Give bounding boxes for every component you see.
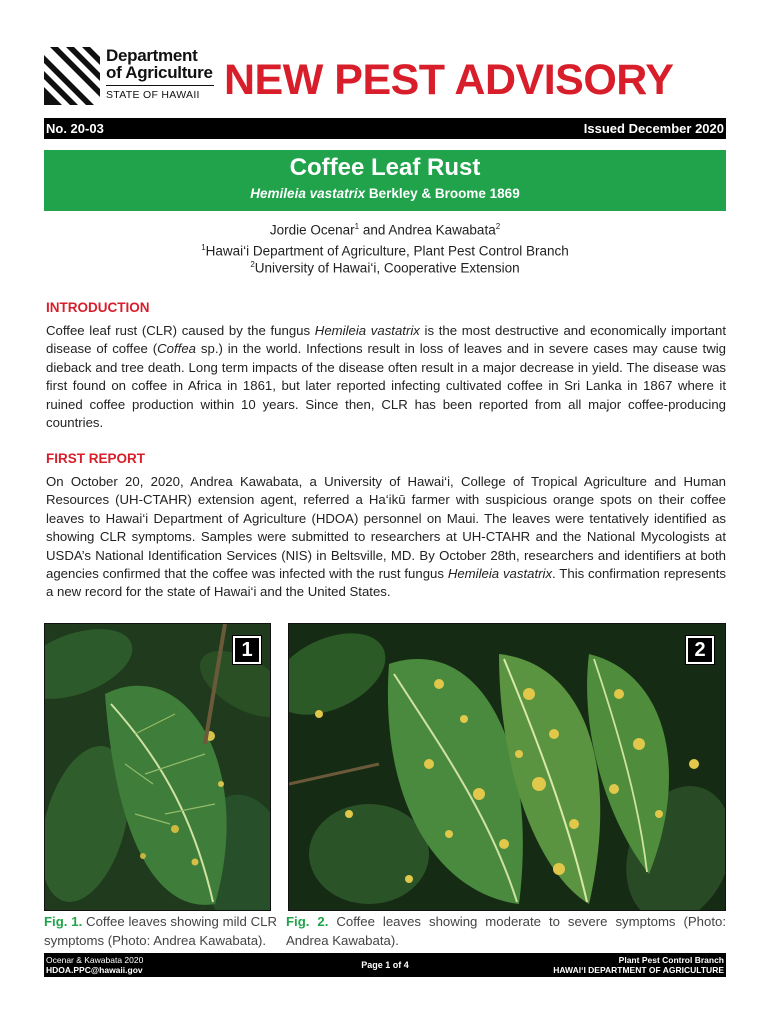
intro-text-3: sp.) in the world. Infections result in loss of leaves and in severe cases may cause twig dieback and tree death. Long term impacts of the disease often result in a major decrease in yield. The disease was first found on coffee in Africa in 1861, but later reported infecting cultivated coffee in Sri Lanka in 1867 where it ruined coffee production within 10 years. Since then, CLR has been reported from all major coffee-producing countries. [46,341,726,431]
first-report-paragraph [46,473,726,602]
logo-rule [106,85,214,86]
first-report-heading: FIRST REPORT [46,451,146,466]
author-2: and Andrea Kawabata [359,222,496,238]
footer-department: HAWAI‘I DEPARTMENT OF AGRICULTURE [553,965,724,975]
species-line [44,186,726,201]
issued-date: Issued December 2020 [583,121,724,136]
report-italic-1: Hemileia vastatrix [447,566,553,582]
affiliation-2 [0,260,770,276]
introduction-heading: INTRODUCTION [46,300,150,315]
figure-1-badge-number: 1 [235,638,259,662]
logo-of-agriculture: of Agriculture [106,63,213,82]
figure-1-caption [44,913,277,950]
intro-italic-1: Hemileia vastatrix [314,323,420,338]
figure-2-caption-text: Coffee leaves showing moderate to severe symptoms (Photo: Andrea Kawabata). [286,914,726,948]
species-authority: Berkley & Broome 1869 [365,186,520,201]
footer-citation: Ocenar & Kawabata 2020 [46,955,144,965]
figure-1-badge [232,635,262,665]
affiliation-1-text: Hawai‘i Department of Agriculture, Plant Pest Control Branch [205,243,569,259]
coffee-leaf-severe-image [289,624,725,910]
figure-1-label: Fig. 1. [44,914,83,929]
document-title: Coffee Leaf Rust [289,154,481,181]
intro-text-1: Coffee leaf rust (CLR) caused by the fungus [46,323,315,338]
coffee-leaf-mild-image [45,624,270,910]
figure-2-badge-number: 2 [688,638,712,662]
figure-2-badge [685,635,715,665]
hdoa-logo-icon [44,47,100,105]
intro-italic-2: Coffea [157,341,197,357]
figure-1-caption-text: Coffee leaves showing mild CLR symptoms (Photo: Andrea Kawabata). [44,914,277,948]
figure-1-photo [44,623,271,911]
advisory-headline: NEW PEST ADVISORY [224,56,674,104]
figure-2-caption [286,913,726,950]
author-names [0,222,770,238]
figure-2-photo [288,623,726,911]
affiliation-1 [0,243,770,259]
introduction-paragraph [46,322,726,432]
affiliation-1-sup: 1 [201,243,206,252]
affiliation-2-text: University of Hawai‘i, Cooperative Extension [254,260,520,276]
footer-email: HDOA.PPC@hawaii.gov [46,965,143,975]
footer-branch: Plant Pest Control Branch [618,955,724,965]
species-name: Hemileia vastatrix [250,186,366,201]
author-2-sup: 2 [495,222,501,231]
logo-state: STATE OF HAWAII [106,89,200,101]
logo-department: Department [106,46,198,65]
page-footer [44,953,726,977]
author-1: Jordie Ocenar [269,222,355,238]
footer-right [553,955,724,975]
affiliation-2-sup: 2 [250,260,255,269]
figure-2-label: Fig. 2. [286,914,329,929]
page-number: Page 1 of 4 [361,960,409,970]
hdoa-logo [44,47,216,105]
issue-bar [44,118,726,139]
title-banner [44,150,726,211]
report-text-1: On October 20, 2020, Andrea Kawabata, a University of Hawai‘i, College of Tropical Agriculture and Human Resources (UH-CTAHR) extension agent, referred a Ha‘ikū farmer with suspicious orange spots on their coffee leaves to Hawai‘i Department of Agriculture (HDOA) personnel on Maui. The leaves were tentatively identified as showing CLR symptoms. Samples were submitted to researchers at UH-CTAHR and the National Mycologists at USDA’s National Identification Services (NIS) in Beltsville, MD. By October 28th, researchers and identifiers at both agencies confirmed that the coffee was infected with the rust fungus [46,474,726,582]
report-text-2: . This confirmation represents a new record for the state of Hawai‘i and the United States. [46,566,727,600]
advisory-number: No. 20-03 [46,121,104,136]
author-1-sup: 1 [354,222,360,231]
intro-text-2: is the most destructive and economically important disease of coffee ( [46,323,726,357]
